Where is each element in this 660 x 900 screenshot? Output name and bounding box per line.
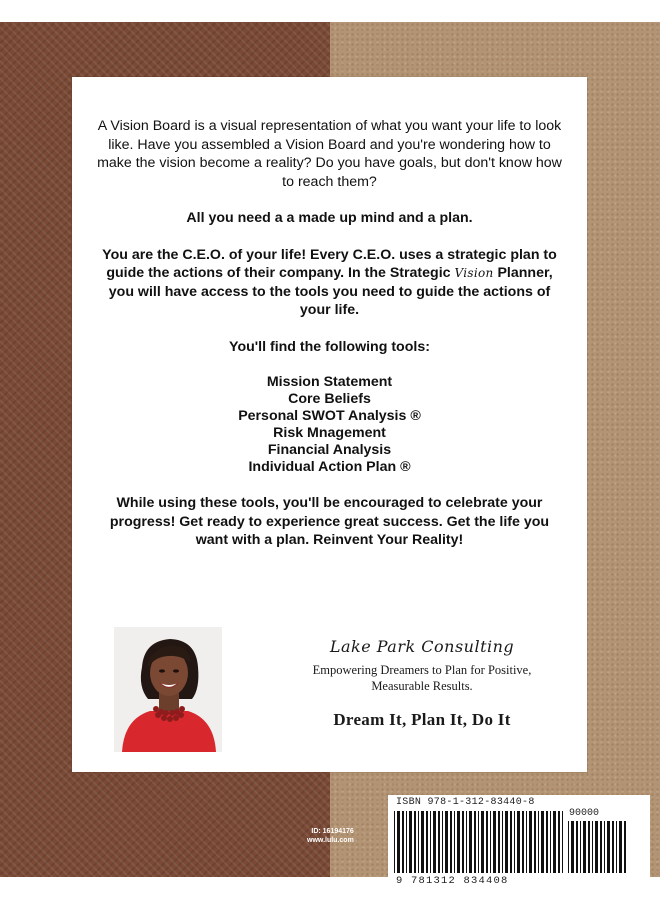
vision-script-word: Vision bbox=[454, 266, 494, 280]
ceo-text-part1: You are the C.E.O. of your life! Every C.E.O. uses a strategic plan to guide the actions of their company. In the Strategic bbox=[102, 246, 557, 281]
tool-item: Risk Mnagement bbox=[273, 425, 386, 441]
isbn-barcode bbox=[388, 795, 650, 895]
brand-name: Lake Park Consulting bbox=[329, 637, 515, 656]
intro-paragraph: A Vision Board is a visual representation of what you want your life to look like. Have you assembled a Vision Board and you're wondering how to make the vision become a reality? Do you have goals, but don't know how to reach them? bbox=[97, 118, 562, 190]
made-up-mind-line: All you need a a made up mind and a plan. bbox=[186, 210, 473, 226]
barcode-bars-icon bbox=[394, 811, 564, 873]
barcode-digits: 9 781312 834408 bbox=[396, 875, 509, 887]
brand-block bbox=[277, 637, 567, 730]
tool-item: Mission Statement bbox=[266, 374, 393, 390]
tool-item: Core Beliefs bbox=[288, 391, 371, 407]
isbn-text: ISBN 978-1-312-83440-8 bbox=[396, 797, 535, 808]
lulu-id-text: ID: 16194176 bbox=[311, 828, 354, 835]
tools-list bbox=[92, 374, 567, 476]
lulu-site-text: www.lulu.com bbox=[307, 837, 354, 844]
closing-paragraph: While using these tools, you'll be encouraged to celebrate your progress! Get ready to experience great success. Get the life you want with a plan. Reinvent Your Reality! bbox=[109, 495, 550, 548]
brand-slogan: Dream It, Plan It, Do It bbox=[333, 710, 511, 729]
barcode-addon-bars-icon bbox=[568, 821, 628, 873]
tool-item: Individual Action Plan ® bbox=[248, 459, 411, 475]
author-portrait-illustration bbox=[114, 627, 222, 752]
book-back-cover bbox=[0, 22, 660, 887]
brand-tagline-line2: Measurable Results. bbox=[371, 679, 473, 693]
description-text bbox=[92, 117, 567, 568]
tool-item: Personal SWOT Analysis ® bbox=[238, 408, 421, 424]
ceo-text-part2: Planner, you will have access to the tools you need to guide the actions of your life. bbox=[108, 265, 553, 318]
content-panel bbox=[72, 77, 587, 772]
author-photo bbox=[114, 627, 222, 752]
barcode-addon-text: 90000 bbox=[569, 808, 600, 819]
tools-heading: You'll find the following tools: bbox=[229, 338, 430, 355]
tool-item: Financial Analysis bbox=[267, 442, 392, 458]
brand-tagline-line1: Empowering Dreamers to Plan for Positive, bbox=[312, 663, 532, 677]
lulu-imprint bbox=[307, 827, 354, 845]
ceo-paragraph bbox=[92, 246, 567, 320]
